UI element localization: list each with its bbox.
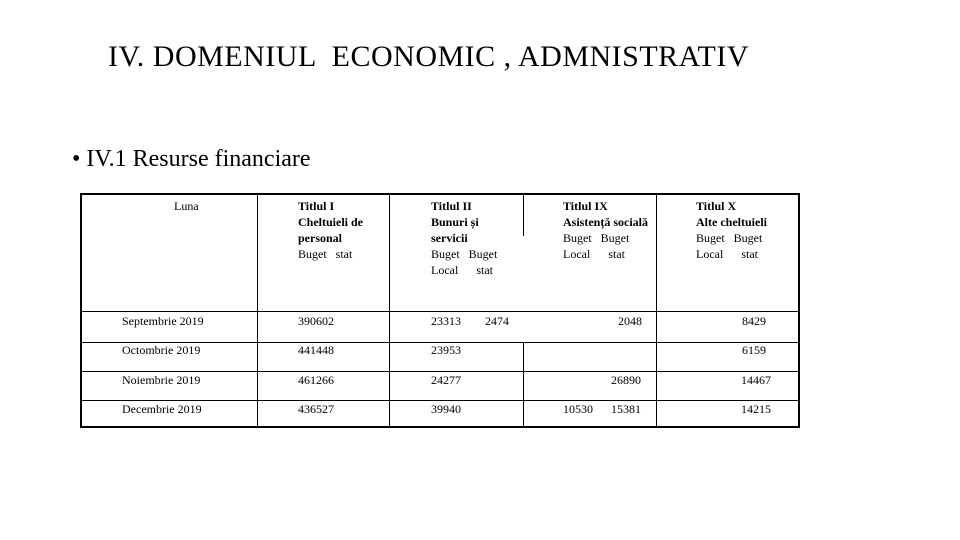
row-3-titlul-ix-stat: 26890 (611, 373, 641, 387)
header-titlul-i-line2: Cheltuieli de (298, 215, 363, 229)
row-2-titlul-i: 441448 (298, 343, 334, 357)
row-3-titlul-x: 14467 (741, 373, 771, 387)
header-titlul-x (696, 198, 767, 262)
row-1-month: Septembrie 2019 (122, 314, 204, 328)
row-2-titlul-x: 6159 (742, 343, 766, 357)
row-3-month: Noiembrie 2019 (122, 373, 201, 387)
header-titlul-i-line1: Titlul I (298, 199, 335, 213)
header-titlul-ii-line4: Buget Buget (431, 247, 498, 261)
section-heading: • IV.1 Resurse financiare (72, 146, 311, 172)
header-titlul-x-line3: Buget Buget (696, 231, 763, 245)
column-divider (523, 195, 524, 236)
row-1-titlul-ii-stat: 2474 (485, 314, 509, 328)
header-titlul-ix-line1: Titlul IX (563, 199, 608, 213)
header-titlul-ix-line3: Buget Buget (563, 231, 630, 245)
row-4-titlul-ii-local: 39940 (431, 402, 461, 416)
header-titlul-ii-line3: servicii (431, 231, 468, 245)
row-1-titlul-i: 390602 (298, 314, 334, 328)
header-titlul-i (298, 198, 363, 262)
header-titlul-ix-line4: Local stat (563, 247, 625, 261)
header-titlul-ii-line5: Local stat (431, 263, 493, 277)
row-4-titlul-ix-stat: 15381 (611, 402, 641, 416)
header-luna: Luna (174, 199, 199, 213)
column-divider (523, 342, 524, 426)
slide-title: IV. DOMENIUL ECONOMIC , ADMNISTRATIV (108, 40, 749, 73)
header-titlul-ii-line2: Bunuri și (431, 215, 479, 229)
header-titlul-x-line1: Titlul X (696, 199, 737, 213)
row-3-titlul-i: 461266 (298, 373, 334, 387)
row-2-month: Octombrie 2019 (122, 343, 201, 357)
header-titlul-x-line4: Local stat (696, 247, 758, 261)
row-4-titlul-i: 436527 (298, 402, 334, 416)
row-1-titlul-ii-local: 23313 (431, 314, 461, 328)
header-titlul-i-line4: Buget stat (298, 247, 353, 261)
header-titlul-i-line3: personal (298, 231, 343, 245)
row-4-month: Decembrie 2019 (122, 402, 202, 416)
header-titlul-ii (431, 198, 497, 278)
financial-resources-table (80, 193, 800, 428)
header-titlul-ix (563, 198, 648, 262)
row-1-titlul-ix-stat: 2048 (618, 314, 642, 328)
row-4-titlul-x: 14215 (741, 402, 771, 416)
header-titlul-ix-line2: Asistență socială (563, 215, 648, 229)
row-divider (82, 311, 798, 312)
row-3-titlul-ii-local: 24277 (431, 373, 461, 387)
row-2-titlul-ii-local: 23953 (431, 343, 461, 357)
header-titlul-ii-line1: Titlul II (431, 199, 472, 213)
header-titlul-x-line2: Alte cheltuieli (696, 215, 767, 229)
row-1-titlul-x: 8429 (742, 314, 766, 328)
row-4-titlul-ix-local: 10530 (563, 402, 593, 416)
